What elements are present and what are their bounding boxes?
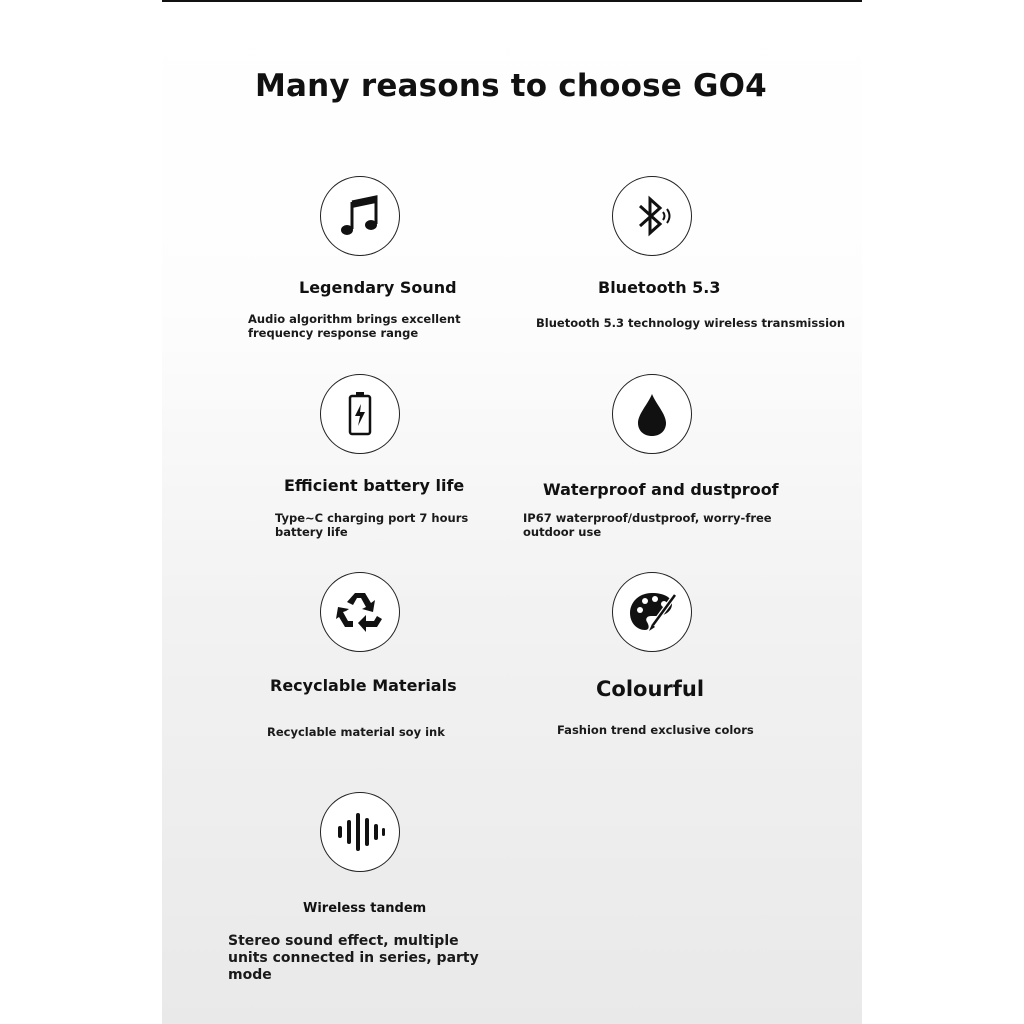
feature-desc-colourful: Fashion trend exclusive colors (557, 723, 754, 737)
feature-desc-bluetooth: Bluetooth 5.3 technology wireless transmission (536, 316, 846, 330)
feature-title-waterproof: Waterproof and dustproof (543, 480, 779, 499)
palette-icon (612, 572, 692, 652)
music-note-icon (320, 176, 400, 256)
page-title: Many reasons to choose GO4 (255, 68, 767, 104)
feature-desc-wireless-tandem: Stereo sound effect, multiple units connected in series, party mode (228, 933, 479, 983)
feature-title-battery: Efficient battery life (284, 476, 465, 495)
feature-title-bluetooth: Bluetooth 5.3 (598, 278, 721, 297)
feature-desc-recyclable: Recyclable material soy ink (267, 725, 445, 739)
sound-wave-icon (320, 792, 400, 872)
feature-title-recyclable: Recyclable Materials (270, 676, 457, 695)
feature-desc-battery: Type~C charging port 7 hours battery life (275, 511, 469, 539)
feature-desc-legendary-sound: Audio algorithm brings excellent frequency response range (248, 312, 461, 340)
recycle-icon (320, 572, 400, 652)
feature-desc-waterproof: IP67 waterproof/dustproof, worry-free outdoor use (523, 511, 772, 539)
battery-icon (320, 374, 400, 454)
feature-title-colourful: Colourful (596, 677, 705, 701)
feature-title-legendary-sound: Legendary Sound (299, 278, 457, 297)
water-drop-icon (612, 374, 692, 454)
top-divider (162, 0, 862, 2)
feature-title-wireless-tandem: Wireless tandem (303, 901, 427, 916)
bluetooth-icon (612, 176, 692, 256)
